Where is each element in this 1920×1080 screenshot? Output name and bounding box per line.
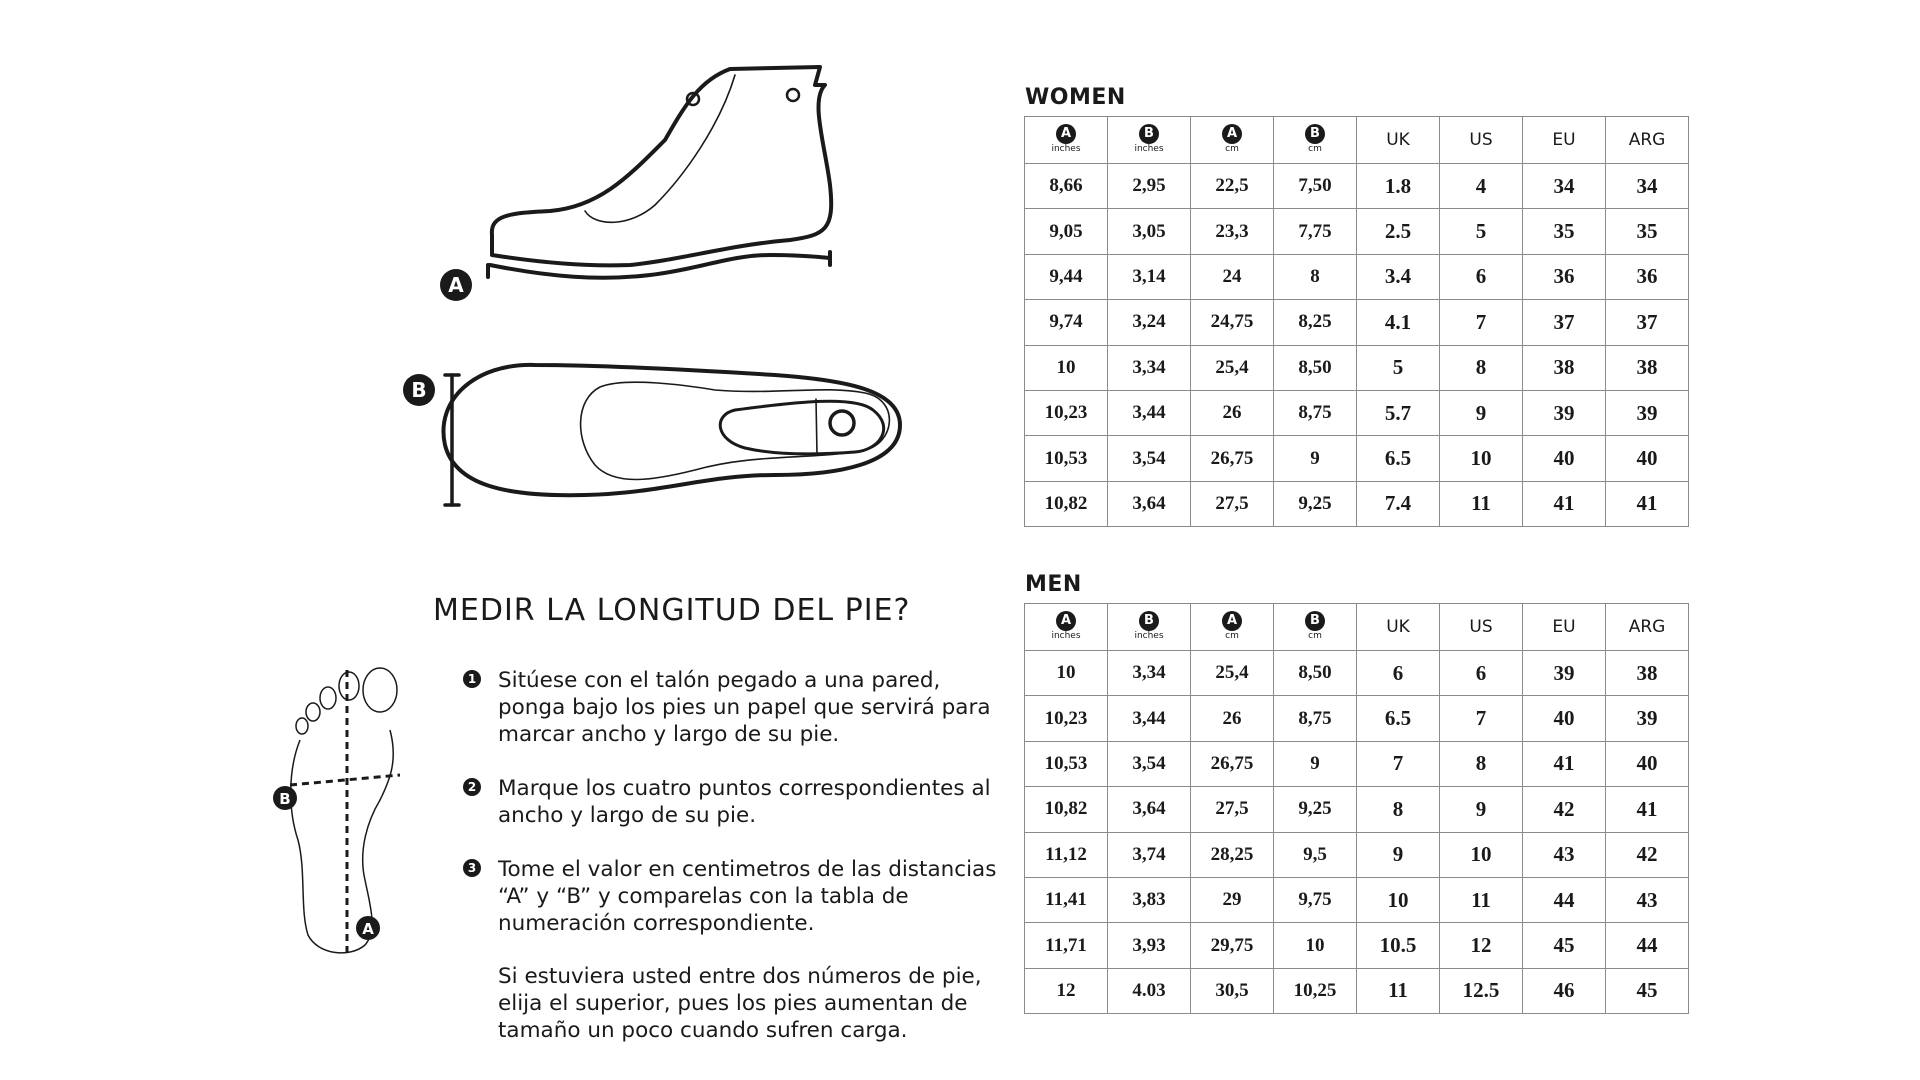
table-cell: 29,75 bbox=[1191, 923, 1274, 968]
table-row bbox=[1025, 481, 1689, 526]
table-cell: 29 bbox=[1191, 877, 1274, 922]
table-cell: 41 bbox=[1606, 787, 1689, 832]
shoe-top-illustration bbox=[395, 355, 920, 525]
table-cell: 10,23 bbox=[1025, 390, 1108, 435]
table-row bbox=[1025, 164, 1689, 209]
table-cell: 26,75 bbox=[1191, 741, 1274, 786]
table-cell: 6 bbox=[1440, 651, 1523, 696]
table-cell: 26,75 bbox=[1191, 436, 1274, 481]
column-header bbox=[1108, 604, 1191, 651]
column-header bbox=[1274, 117, 1357, 164]
table-cell: 3,93 bbox=[1108, 923, 1191, 968]
table-cell: 35 bbox=[1606, 209, 1689, 254]
table-cell: 38 bbox=[1606, 651, 1689, 696]
table-cell: 8,75 bbox=[1274, 696, 1357, 741]
step-number: 2 bbox=[463, 778, 481, 796]
table-row bbox=[1025, 787, 1689, 832]
table-cell: 7.4 bbox=[1357, 481, 1440, 526]
table-cell: 8,75 bbox=[1274, 390, 1357, 435]
column-header: US bbox=[1440, 604, 1523, 651]
measure-icon: A inches bbox=[1051, 613, 1081, 641]
table-row bbox=[1025, 741, 1689, 786]
table-cell: 4.1 bbox=[1357, 300, 1440, 345]
table-cell: 6 bbox=[1357, 651, 1440, 696]
measure-icon: B inches bbox=[1134, 613, 1164, 641]
table-cell: 7 bbox=[1440, 696, 1523, 741]
table-cell: 8 bbox=[1357, 787, 1440, 832]
table-cell: 45 bbox=[1606, 968, 1689, 1013]
table-cell: 39 bbox=[1606, 390, 1689, 435]
table-cell: 39 bbox=[1523, 390, 1606, 435]
column-header: US bbox=[1440, 117, 1523, 164]
column-header: ARG bbox=[1606, 117, 1689, 164]
table-cell: 41 bbox=[1606, 481, 1689, 526]
table-cell: 10 bbox=[1274, 923, 1357, 968]
table-cell: 9 bbox=[1440, 390, 1523, 435]
table-cell: 3,44 bbox=[1108, 390, 1191, 435]
table-cell: 10 bbox=[1025, 345, 1108, 390]
table-cell: 6.5 bbox=[1357, 436, 1440, 481]
table-cell: 8 bbox=[1274, 254, 1357, 299]
table-cell: 9,44 bbox=[1025, 254, 1108, 299]
table-cell: 30,5 bbox=[1191, 968, 1274, 1013]
men-size-table bbox=[1024, 603, 1689, 1014]
table-row bbox=[1025, 209, 1689, 254]
table-cell: 8,50 bbox=[1274, 651, 1357, 696]
table-cell: 26 bbox=[1191, 390, 1274, 435]
table-cell: 3,44 bbox=[1108, 696, 1191, 741]
header-row bbox=[1025, 604, 1689, 651]
svg-text:B: B bbox=[279, 790, 291, 808]
table-cell: 34 bbox=[1523, 164, 1606, 209]
table-cell: 22,5 bbox=[1191, 164, 1274, 209]
table-row bbox=[1025, 651, 1689, 696]
table-cell: 3,54 bbox=[1108, 436, 1191, 481]
measure-icon: A cm bbox=[1222, 611, 1242, 641]
table-cell: 3,74 bbox=[1108, 832, 1191, 877]
table-cell: 11 bbox=[1440, 481, 1523, 526]
column-header bbox=[1025, 117, 1108, 164]
table-cell: 3,34 bbox=[1108, 651, 1191, 696]
measure-icon: A inches bbox=[1051, 126, 1081, 154]
table-cell: 10 bbox=[1440, 436, 1523, 481]
table-cell: 12.5 bbox=[1440, 968, 1523, 1013]
table-cell: 7 bbox=[1357, 741, 1440, 786]
sizing-note: Si estuviera usted entre dos números de pie, elija el superior, pues los pies aumentan de tamaño un poco cuando sufren carga. bbox=[498, 964, 982, 1043]
table-cell: 10,82 bbox=[1025, 481, 1108, 526]
table-cell: 6 bbox=[1440, 254, 1523, 299]
table-cell: 45 bbox=[1523, 923, 1606, 968]
table-cell: 3.4 bbox=[1357, 254, 1440, 299]
table-cell: 41 bbox=[1523, 481, 1606, 526]
table-cell: 11,41 bbox=[1025, 877, 1108, 922]
measure-icon: B cm bbox=[1305, 124, 1325, 154]
table-row bbox=[1025, 923, 1689, 968]
table-cell: 43 bbox=[1606, 877, 1689, 922]
table-cell: 25,4 bbox=[1191, 651, 1274, 696]
column-header bbox=[1191, 604, 1274, 651]
table-cell: 4 bbox=[1440, 164, 1523, 209]
table-cell: 5 bbox=[1440, 209, 1523, 254]
women-table-title: WOMEN bbox=[1025, 85, 1126, 110]
table-cell: 6.5 bbox=[1357, 696, 1440, 741]
table-cell: 24,75 bbox=[1191, 300, 1274, 345]
column-header: ARG bbox=[1606, 604, 1689, 651]
table-cell: 10,82 bbox=[1025, 787, 1108, 832]
table-cell: 40 bbox=[1606, 436, 1689, 481]
table-cell: 39 bbox=[1523, 651, 1606, 696]
table-cell: 8,25 bbox=[1274, 300, 1357, 345]
table-cell: 9,5 bbox=[1274, 832, 1357, 877]
table-cell: 10.5 bbox=[1357, 923, 1440, 968]
table-cell: 24 bbox=[1191, 254, 1274, 299]
table-cell: 3,83 bbox=[1108, 877, 1191, 922]
table-cell: 40 bbox=[1523, 436, 1606, 481]
column-header: UK bbox=[1357, 117, 1440, 164]
table-cell: 40 bbox=[1606, 741, 1689, 786]
svg-text:A: A bbox=[448, 273, 464, 297]
women-size-table bbox=[1024, 116, 1689, 527]
table-cell: 2.5 bbox=[1357, 209, 1440, 254]
header-row bbox=[1025, 117, 1689, 164]
table-cell: 8 bbox=[1440, 345, 1523, 390]
column-header: EU bbox=[1523, 604, 1606, 651]
column-header: UK bbox=[1357, 604, 1440, 651]
table-cell: 11,12 bbox=[1025, 832, 1108, 877]
table-cell: 10,23 bbox=[1025, 696, 1108, 741]
table-cell: 10 bbox=[1357, 877, 1440, 922]
shoe-side-illustration bbox=[430, 55, 920, 315]
table-cell: 26 bbox=[1191, 696, 1274, 741]
table-cell: 38 bbox=[1523, 345, 1606, 390]
table-row bbox=[1025, 832, 1689, 877]
table-cell: 34 bbox=[1606, 164, 1689, 209]
table-cell: 36 bbox=[1523, 254, 1606, 299]
table-cell: 12 bbox=[1440, 923, 1523, 968]
table-cell: 25,4 bbox=[1191, 345, 1274, 390]
table-row bbox=[1025, 345, 1689, 390]
svg-text:B: B bbox=[411, 378, 427, 402]
table-cell: 9,25 bbox=[1274, 481, 1357, 526]
step-text: Tome el valor en centimetros de las distancias “A” y “B” y comparelas con la tabla de numeración correspondiente. bbox=[498, 857, 997, 936]
table-cell: 9 bbox=[1274, 436, 1357, 481]
table-cell: 36 bbox=[1606, 254, 1689, 299]
table-row bbox=[1025, 254, 1689, 299]
table-row bbox=[1025, 877, 1689, 922]
measure-icon: B cm bbox=[1305, 611, 1325, 641]
table-cell: 9,74 bbox=[1025, 300, 1108, 345]
table-cell: 9 bbox=[1440, 787, 1523, 832]
table-cell: 11 bbox=[1440, 877, 1523, 922]
table-cell: 5 bbox=[1357, 345, 1440, 390]
table-cell: 23,3 bbox=[1191, 209, 1274, 254]
table-cell: 28,25 bbox=[1191, 832, 1274, 877]
table-cell: 9,05 bbox=[1025, 209, 1108, 254]
table-cell: 3,34 bbox=[1108, 345, 1191, 390]
table-cell: 44 bbox=[1523, 877, 1606, 922]
table-cell: 9 bbox=[1274, 741, 1357, 786]
men-table-title: MEN bbox=[1025, 572, 1082, 597]
table-cell: 3,64 bbox=[1108, 787, 1191, 832]
table-cell: 3,24 bbox=[1108, 300, 1191, 345]
table-cell: 5.7 bbox=[1357, 390, 1440, 435]
table-cell: 4.03 bbox=[1108, 968, 1191, 1013]
table-cell: 43 bbox=[1523, 832, 1606, 877]
table-cell: 46 bbox=[1523, 968, 1606, 1013]
column-header bbox=[1025, 604, 1108, 651]
table-cell: 10 bbox=[1025, 651, 1108, 696]
table-cell: 38 bbox=[1606, 345, 1689, 390]
measure-icon: A cm bbox=[1222, 124, 1242, 154]
table-cell: 37 bbox=[1523, 300, 1606, 345]
step-text: Sitúese con el talón pegado a una pared, ponga bajo los pies un papel que servirá para marcar ancho y largo de su pie. bbox=[498, 668, 991, 747]
table-cell: 8 bbox=[1440, 741, 1523, 786]
table-cell: 10,25 bbox=[1274, 968, 1357, 1013]
table-cell: 10,53 bbox=[1025, 436, 1108, 481]
table-cell: 37 bbox=[1606, 300, 1689, 345]
svg-text:A: A bbox=[362, 920, 374, 938]
table-cell: 11,71 bbox=[1025, 923, 1108, 968]
table-cell: 7 bbox=[1440, 300, 1523, 345]
table-row bbox=[1025, 436, 1689, 481]
marker-a-badge bbox=[440, 269, 472, 301]
table-cell: 40 bbox=[1523, 696, 1606, 741]
table-cell: 42 bbox=[1606, 832, 1689, 877]
table-cell: 9,75 bbox=[1274, 877, 1357, 922]
table-cell: 3,64 bbox=[1108, 481, 1191, 526]
table-row bbox=[1025, 696, 1689, 741]
table-cell: 3,14 bbox=[1108, 254, 1191, 299]
foot-outline-illustration bbox=[270, 660, 420, 960]
table-cell: 1.8 bbox=[1357, 164, 1440, 209]
measure-icon: B inches bbox=[1134, 126, 1164, 154]
table-cell: 39 bbox=[1606, 696, 1689, 741]
table-row bbox=[1025, 968, 1689, 1013]
column-header bbox=[1274, 604, 1357, 651]
table-cell: 11 bbox=[1357, 968, 1440, 1013]
step-number: 3 bbox=[463, 859, 481, 877]
marker-b-badge bbox=[403, 374, 435, 406]
table-cell: 3,54 bbox=[1108, 741, 1191, 786]
table-cell: 35 bbox=[1523, 209, 1606, 254]
table-cell: 12 bbox=[1025, 968, 1108, 1013]
table-cell: 9 bbox=[1357, 832, 1440, 877]
column-header: EU bbox=[1523, 117, 1606, 164]
table-cell: 9,25 bbox=[1274, 787, 1357, 832]
guide-title: MEDIR LA LONGITUD DEL PIE? bbox=[433, 593, 911, 628]
table-cell: 42 bbox=[1523, 787, 1606, 832]
table-cell: 44 bbox=[1606, 923, 1689, 968]
foot-marker-b bbox=[273, 786, 297, 810]
column-header bbox=[1191, 117, 1274, 164]
table-cell: 10,53 bbox=[1025, 741, 1108, 786]
table-cell: 8,66 bbox=[1025, 164, 1108, 209]
table-cell: 8,50 bbox=[1274, 345, 1357, 390]
table-cell: 27,5 bbox=[1191, 481, 1274, 526]
table-row bbox=[1025, 300, 1689, 345]
foot-marker-a bbox=[356, 916, 380, 940]
column-header bbox=[1108, 117, 1191, 164]
table-cell: 2,95 bbox=[1108, 164, 1191, 209]
step-number: 1 bbox=[463, 670, 481, 688]
table-cell: 41 bbox=[1523, 741, 1606, 786]
table-cell: 7,75 bbox=[1274, 209, 1357, 254]
table-cell: 10 bbox=[1440, 832, 1523, 877]
step-text: Marque los cuatro puntos correspondientes al ancho y largo de su pie. bbox=[498, 776, 991, 828]
table-cell: 27,5 bbox=[1191, 787, 1274, 832]
table-cell: 3,05 bbox=[1108, 209, 1191, 254]
table-row bbox=[1025, 390, 1689, 435]
table-cell: 7,50 bbox=[1274, 164, 1357, 209]
